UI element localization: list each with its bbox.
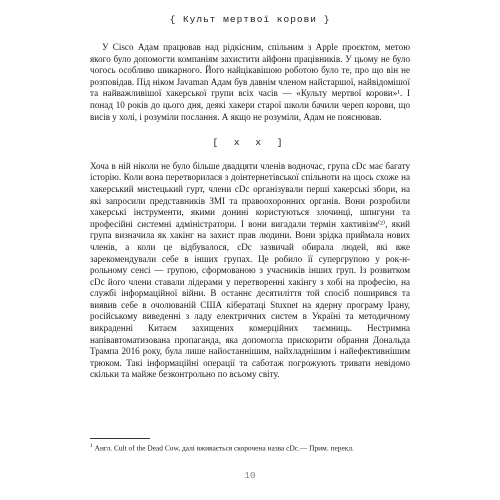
page-number: 10 <box>244 470 256 481</box>
footnote-rule <box>90 438 150 439</box>
section-divider: [ x x ] <box>212 137 288 149</box>
page-body <box>90 42 410 381</box>
footnote <box>90 442 410 452</box>
running-header: { Культ мертвої корови } <box>169 14 331 25</box>
footnote-marker: 1 <box>90 443 93 449</box>
paragraph-2: Хоча в ній ніколи не було більше двадцяти членів водночас, група cDc має багату історію. Коли вона перетворилася з доінтернетівської спільноти на щось схоже на хакерський мистецький гурт, члени cDc організували перші хакерські збори, на які запросили представників ЗМІ та правоохоронних органів. Вони розробили хакерські інструменти, якими донині користуються злочинці, шпигуни та професійні системні адміністратори. І вони вигадали термін хактивізм⁽²⁾, який група визначила як хакінг на захист прав людини. Вони зрідка приймала нових членів, а коли це відбувалося, cDc зазвичай обирала людей, які вже зарекомендували себе в інших групах. Це робило її супергрупою у рок-н-рольному сенсі — групою, сформованою з учасників інших груп. Із розвитком cDc його члени ставали лідерами у перетворенні хакінгу з хобі на професію, на службі інформаційної війни. В останнє десятиліття той спосіб поширився та виявив себе в очолюваній США кібератаці Stuxnet на ядерну програму Ірану, російському виведенні з ладу електричних систем в Україні та методичному викраденні Китаєм захищених комерційних таємниць. Нестримна напівавтоматизована пропаганда, яка допомогла прискорити обрання Дональда Трампа 2016 року, була лише найостаннішим, найхладнішим і найефективнішим трюком. Такі інформаційні операції та саботаж погрожують тривати невідомо скільки та майже безконтрольно по всьому світу. <box>90 160 410 380</box>
footnote-text: Англ. Cult of the Dead Cow, далі вживається скорочена назва cDc.— Прим. перекл. <box>94 443 354 453</box>
paragraph-1: У Cisco Адам працював над рідкісним, спільним з Apple проєктом, метою якого було допомогти компаніям захистити айфони працівників. У цьому не було чогось особливо шикарного. Його найцікавішою роботою було те, про що він не розповідав. Під ніком Javaman Адам був давнім членом найстаршої, найвідомішої та найважливішої хакерської групи всіх часів — «Культу мертвої корови»¹. І понад 10 років до цього дня, деякі хакери старої школи бачили череп корови, що висів у холі, і розуміли послання. А якщо не розуміли, Адам не пояснював. <box>90 42 410 122</box>
